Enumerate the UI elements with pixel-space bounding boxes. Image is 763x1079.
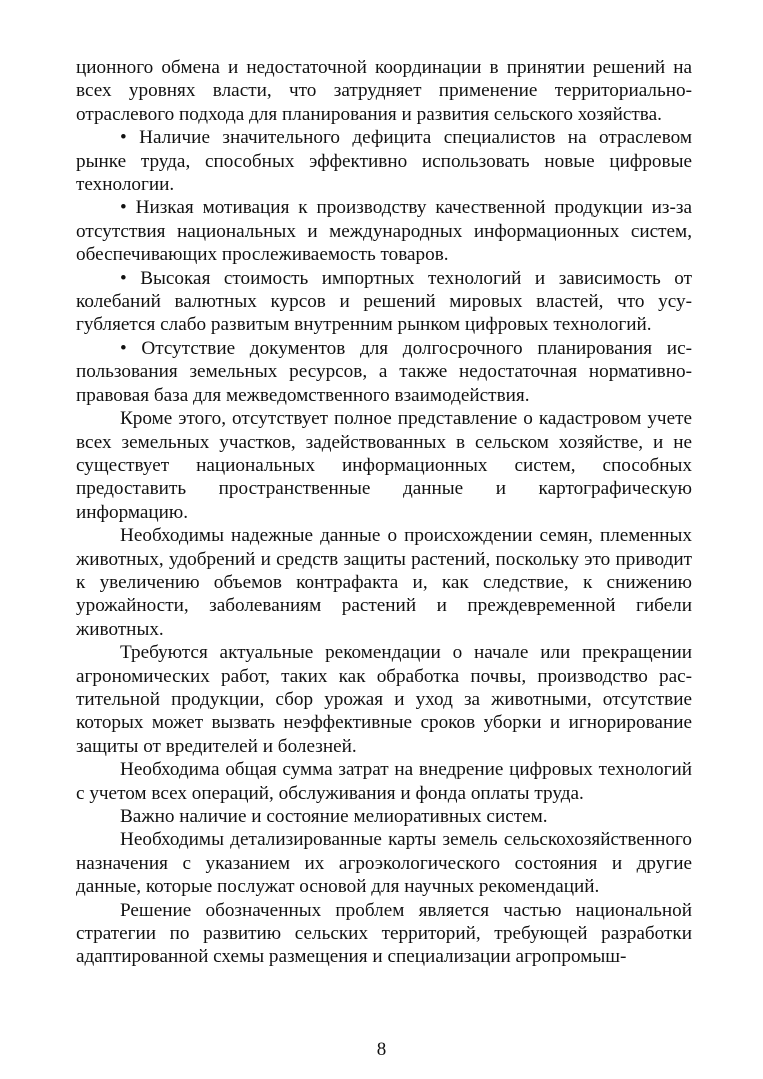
paragraph: Необходима общая сумма затрат на внедрение цифровых технологий с учетом всех операций, обслуживания и фонда оплаты труда.	[76, 759, 692, 804]
bullet-item: • Высокая стоимость импортных технологий и зависимость от колебаний валютных курсов и решений мировых властей, что усугубляется слабо развитым внутренним рынком цифровых технологий.	[76, 267, 692, 336]
paragraph-continuation: ционного обмена и недостаточной координации в принятии решений на всех уровнях власти, что затрудняет применение территориально-отраслевого подхода для планирования и развития сельского хозяйства.	[76, 57, 692, 125]
paragraph: Необходимы детализированные карты земель сельскохозяйственного назначения с указанием их агроэкологического состояния и другие данные, которые послужат основой для научных рекомендаций.	[76, 829, 692, 898]
bullet-item: • Низкая мотивация к производству качественной продукции из-за отсутствия национальных и международных информационных систем, обеспечивающих прослеживаемость товаров.	[76, 197, 692, 266]
bullet-item: • Отсутствие документов для долгосрочного планирования использования земельных ресурсов, а также недостаточная нормативно-правовая база для межведомственного взаимодействия.	[76, 337, 692, 406]
body-text	[76, 56, 692, 969]
paragraph: Необходимы надежные данные о происхождении семян, племенных животных, удобрений и средств защиты растений, поскольку это приводит к увеличению объемов контрафакта и, как следствие, к снижению урожайности, заболеваниям растений и преждевременной гибели животных.	[76, 525, 692, 640]
paragraph: Решение обозначенных проблем является частью национальной стратегии по развитию сельских территорий, требующей разработки адаптированной схемы размещения и специализации агропромыш-	[76, 899, 692, 968]
page-number: 8	[376, 1039, 387, 1060]
paragraph: Требуются актуальные рекомендации о начале или прекращении агрономических работ, таких как обработка почвы, производство растительной продукции, сбор урожая и уход за животными, отсутствие которых может вызвать неэффективные сроков уборки и игнорирование защиты от вредителей и болезней.	[76, 642, 692, 757]
paragraph: Важно наличие и состояние мелиоративных систем.	[120, 806, 548, 827]
paragraph: Кроме этого, отсутствует полное представление о кадастровом учете всех земельных участков, задействованных в сельском хозяйстве, и не существует национальных информационных систем, способных предоставить пространственные данные и картографическую информацию.	[76, 408, 692, 523]
bullet-item: • Наличие значительного дефицита специалистов на отраслевом рынке труда, способных эффективно использовать новые цифровые технологии.	[76, 127, 692, 196]
